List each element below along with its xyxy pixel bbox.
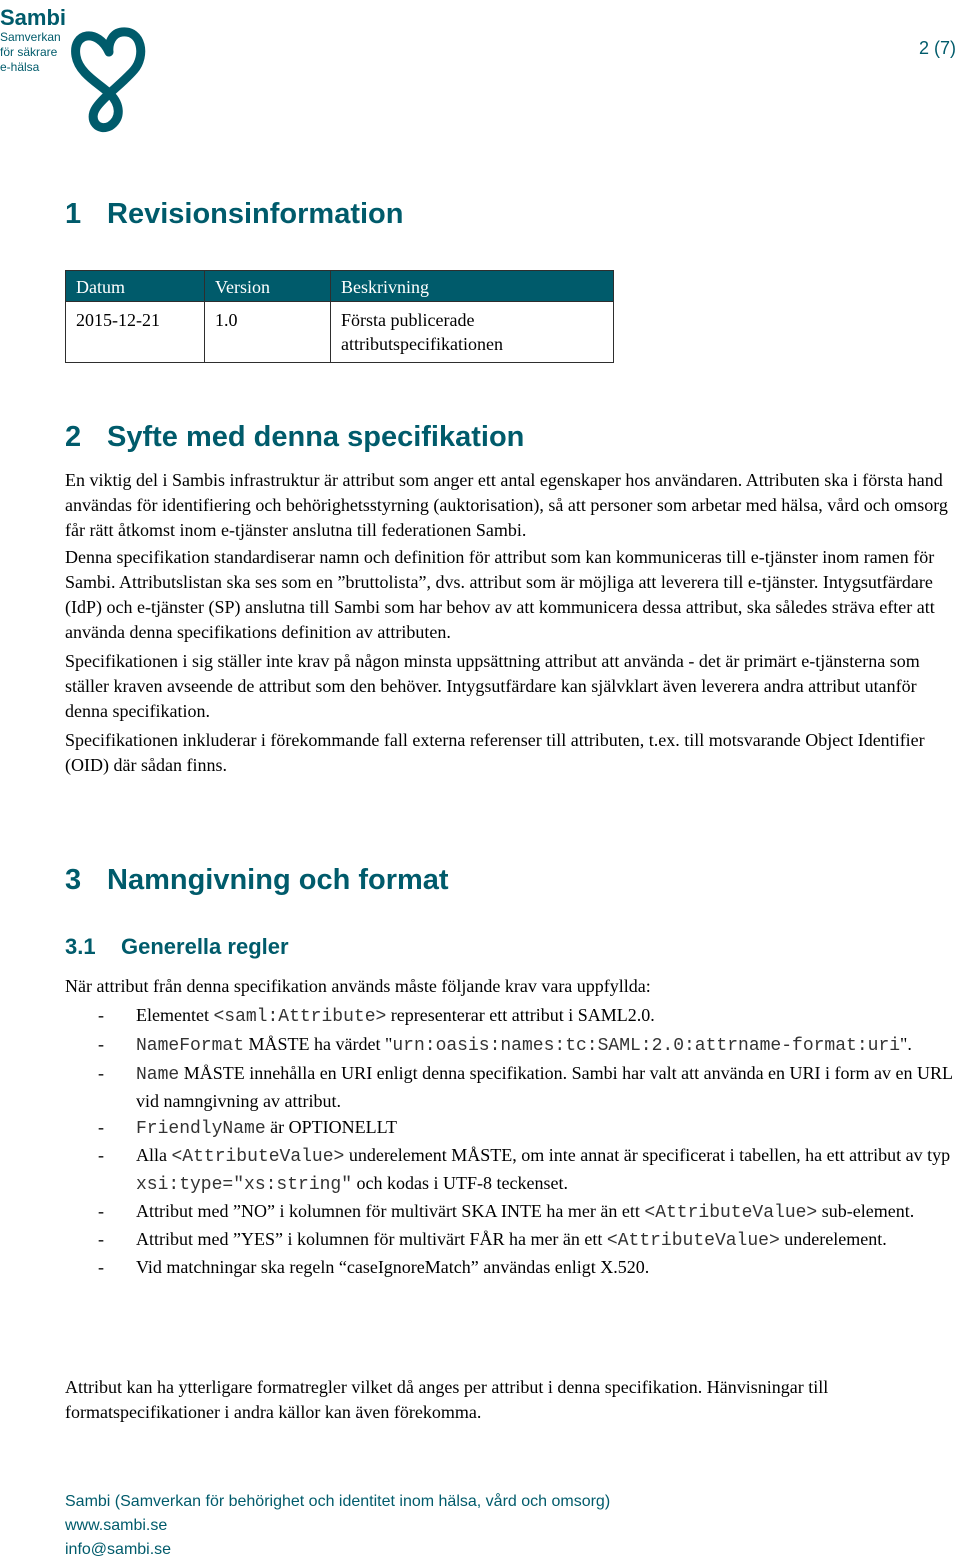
column-header-date: Datum <box>66 271 205 302</box>
subsection-number: 3.1 <box>65 934 96 959</box>
list-item <box>65 1114 960 1142</box>
code-text: xsi:type="xs:string" <box>136 1175 353 1195</box>
cell-description-line2: attributspecifikationen <box>341 334 503 354</box>
footer-org: Sambi (Samverkan för behörighet och identitet inom hälsa, vård och omsorg) <box>65 1493 611 1510</box>
bullet-dash: - <box>98 1257 104 1277</box>
cell-description <box>331 302 614 363</box>
text: Elementet <box>136 1005 214 1025</box>
section-3-heading <box>65 864 449 897</box>
column-header-version: Version <box>205 271 331 302</box>
text: MÅSTE ha värdet " <box>244 1034 393 1054</box>
cell-date: 2015-12-21 <box>66 302 205 363</box>
list-item <box>65 1142 960 1198</box>
section-2-body <box>65 468 960 778</box>
code-text: NameFormat <box>136 1036 245 1056</box>
page-number: 2 (7) <box>918 38 956 58</box>
rules-list <box>65 1002 960 1280</box>
footer-email-link[interactable]: info@sambi.se <box>65 1541 172 1558</box>
cell-description-line1: Första publicerade <box>341 310 475 330</box>
list-item-text <box>136 1002 960 1030</box>
text: sub-element. <box>817 1201 915 1221</box>
list-item-text <box>136 1031 960 1059</box>
logo-tagline-3: e-hälsa <box>0 60 40 74</box>
cell-version: 1.0 <box>205 302 331 363</box>
subsection-3-1-heading <box>65 934 289 960</box>
section-number: 2 <box>65 421 82 453</box>
code-text: <AttributeValue> <box>606 1231 780 1251</box>
text: Alla <box>136 1145 172 1165</box>
footer <box>65 1490 610 1562</box>
section-2-heading <box>65 421 524 454</box>
list-item <box>65 1226 960 1254</box>
list-item <box>65 1031 960 1059</box>
heart-knot-icon <box>70 22 148 134</box>
section-title: Syfte med denna specifikation <box>107 421 525 453</box>
list-item-text <box>136 1226 960 1254</box>
logo-text <box>0 6 66 75</box>
logo-tagline-1: Samverkan <box>0 30 61 44</box>
bullet-dash: - <box>98 1201 104 1221</box>
section-title: Revisionsinformation <box>107 198 404 230</box>
section-title: Namngivning och format <box>107 864 449 896</box>
code-text: <saml:Attribute> <box>213 1007 387 1027</box>
bullet-dash: - <box>98 1117 104 1137</box>
closing-paragraph: Attribut kan ha ytterligare formatregler vilket då anges per attribut i denna specifikation. Hänvisningar till formatspecifikationer i andra källor kan även förekomma. <box>65 1377 829 1422</box>
bullet-dash: - <box>98 1005 104 1025</box>
logo-brand: Sambi <box>0 5 67 30</box>
list-item-text: Vid matchningar ska regeln “caseIgnoreMatch” användas enligt X.520. <box>136 1257 650 1277</box>
code-text: FriendlyName <box>136 1119 266 1139</box>
section-number: 1 <box>65 198 82 230</box>
section-number: 3 <box>65 864 82 896</box>
footer-web-link[interactable]: www.sambi.se <box>65 1517 168 1534</box>
list-item <box>65 1254 960 1280</box>
text: underelement. <box>779 1229 887 1249</box>
table-row <box>66 302 614 363</box>
list-item <box>65 1198 960 1226</box>
list-item <box>65 1060 960 1114</box>
subsection-title: Generella regler <box>121 934 289 959</box>
bullet-dash: - <box>98 1145 104 1165</box>
code-text: Name <box>136 1065 180 1085</box>
list-item-text <box>136 1060 960 1114</box>
bullet-dash: - <box>98 1063 104 1083</box>
text: representerar ett attribut i SAML2.0. <box>386 1005 655 1025</box>
text: underelement MÅSTE, om inte annat är specificerat i tabellen, ha ett attribut av typ <box>344 1145 951 1165</box>
code-text: <AttributeValue> <box>171 1147 345 1167</box>
paragraph: En viktig del i Sambis infrastruktur är attribut som anger ett antal egenskaper hos användaren. Attributen ska i första hand användas för identifiering och behörighetsstyrning (auktorisation), så att personer som arbetar med hälsa, vård och omsorg får rätt åtkomst inom e-tjänster anslutna till federationen Sambi. <box>65 470 948 540</box>
code-text: <AttributeValue> <box>644 1203 818 1223</box>
text: Attribut med ”NO” i kolumnen för multivärt SKA INTE ha mer än ett <box>136 1201 645 1221</box>
paragraph: Specifikationen inkluderar i förekommande fall externa referenser till attributen, t.ex. till motsvarande Object Identifier (OID) där sådan finns. <box>65 730 925 775</box>
code-text: urn:oasis:names:tc:SAML:2.0:attrname-format:uri <box>392 1036 901 1056</box>
list-item-text <box>136 1198 960 1226</box>
list-item-text <box>136 1114 960 1142</box>
column-header-description: Beskrivning <box>331 271 614 302</box>
revision-table <box>65 270 614 363</box>
rules-intro: När attribut från denna specifikation används måste följande krav vara uppfyllda: <box>65 976 651 996</box>
bullet-dash: - <box>98 1229 104 1249</box>
paragraph: Specifikationen i sig ställer inte krav på någon minsta uppsättning attribut att använda - det är primärt e-tjänsterna som ställer kraven avseende de attribut som den behöver. Intygsutfärdare kan självklart även leverera andra attribut utanför denna specifikation. <box>65 651 920 721</box>
section-1-heading <box>65 198 404 231</box>
bullet-dash: - <box>98 1034 104 1054</box>
list-item <box>65 1002 960 1030</box>
table-header-row <box>66 271 614 302</box>
text: är OPTIONELLT <box>265 1117 397 1137</box>
paragraph: Denna specifikation standardiserar namn och definition för attribut som kan kommuniceras till e-tjänster inom ramen för Sambi. Attributslistan ska ses som en ”bruttolista”, dvs. attribut som är möjliga att leverera till e-tjänster. Intygsutfärdare (IdP) och e-tjänster (SP) anslutna till Sambi som har behov av att kommunicera dessa attribut, ska således sträva efter att använda denna specifikations definition av attributen. <box>65 547 935 642</box>
sambi-logo <box>0 4 150 132</box>
list-item-text <box>136 1142 960 1198</box>
text: och kodas i UTF-8 teckenset. <box>352 1173 568 1193</box>
text: Attribut med ”YES” i kolumnen för multivärt FÅR ha mer än ett <box>136 1229 607 1249</box>
text: MÅSTE innehålla en URI enligt denna specifikation. Sambi har valt att använda en URI i form av en URL vid namngivning av attribut. <box>136 1063 953 1111</box>
logo-tagline-2: för säkrare <box>0 45 58 59</box>
text: ". <box>900 1034 912 1054</box>
